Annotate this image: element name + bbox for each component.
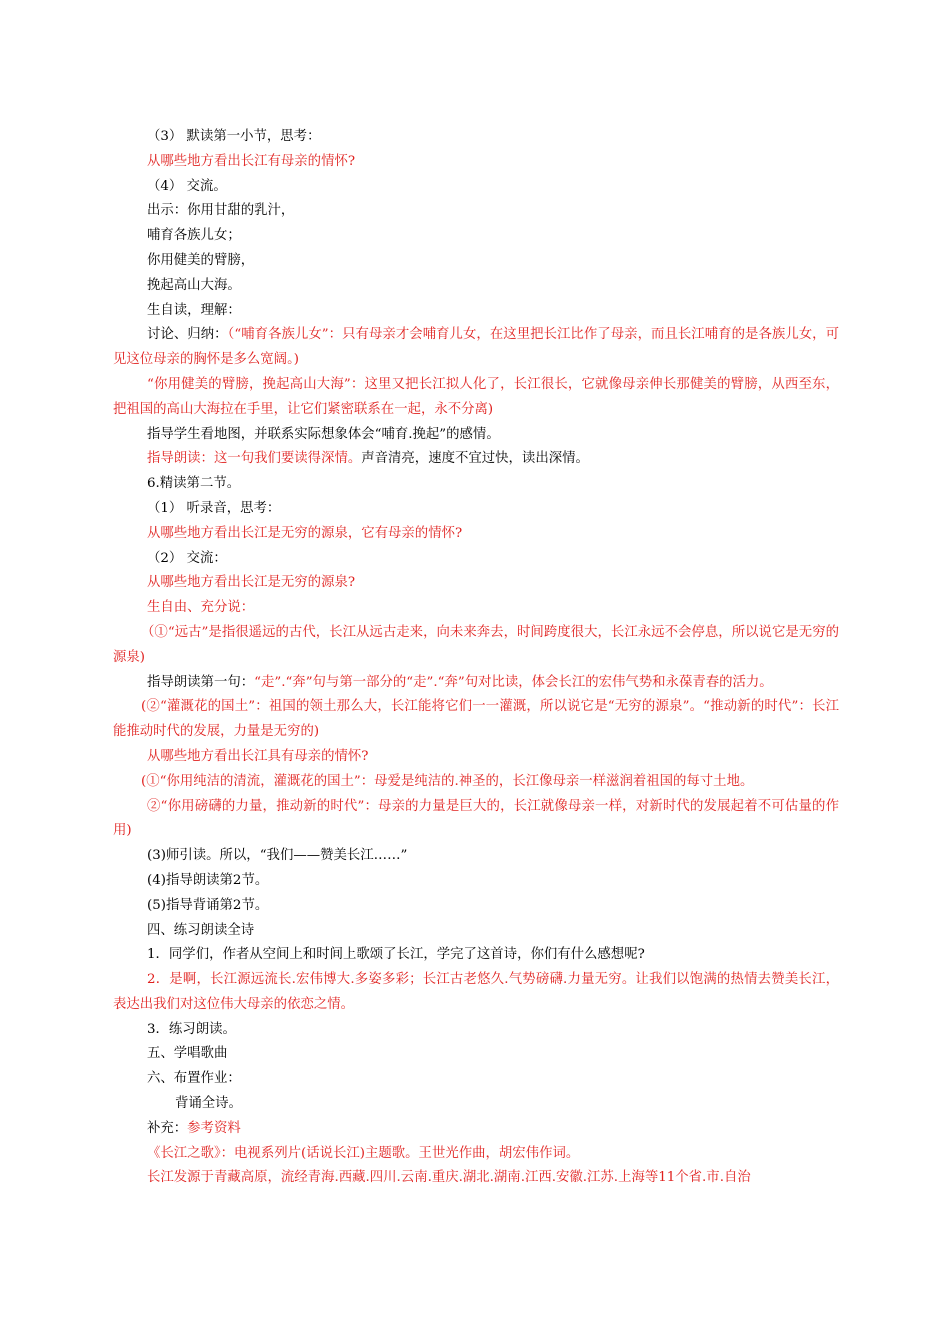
guided-reading-prefix: 指导朗读：这一句我们要读得深情。	[147, 451, 362, 467]
heading-section-6: 六、布置作业：	[147, 1071, 241, 1087]
line-supplement	[113, 1117, 839, 1142]
guided-reading-text: 声音清亮，速度不宜过快，读出深情。	[361, 451, 589, 467]
line-question-1: 从哪些地方看出长江是无穷的源泉，它有母亲的情怀?	[147, 525, 463, 541]
paragraph-irrigate: (②“灌溉花的国土”：祖国的领土那么大，长江能将它们一一灌溉，所以说它是“无穷的源泉”。“推动新的时代”：长江能推动时代的发展，力量是无穷的)	[113, 699, 839, 740]
line-recite-2: (5)指导背诵第2节。	[147, 897, 269, 913]
supplement-text: 参考资料	[187, 1120, 241, 1136]
line-question-2: 从哪些地方看出长江是无穷的源泉?	[147, 575, 356, 591]
line-5: 哺育各族儿女；	[147, 228, 241, 244]
discussion-prefix: 讨论、归纳：	[147, 327, 228, 343]
line-homework: 背诵全诗。	[175, 1096, 242, 1112]
line-1: （3） 默读第一小节，思考：	[147, 129, 321, 144]
paragraph-ancient: （①“远古”是指很遥远的古代，长江从远古走来，向未来奔去，时间跨度很大，长江永远不会停息，所以说它是无穷的源泉)	[113, 624, 839, 665]
line-question-3: 从哪些地方看出长江具有母亲的情怀?	[147, 748, 369, 764]
line-item-3: 3．练习朗读。	[147, 1021, 236, 1037]
paragraph-first-sentence	[113, 671, 839, 696]
line-read-2: (4)指导朗读第2节。	[147, 872, 269, 888]
line-teacher-lead: (3)师引读。所以，“我们——赞美长江……”	[147, 848, 408, 864]
heading-section-4: 四、练习朗读全诗	[147, 922, 255, 938]
paragraph-pure: (①“你用纯洁的清流，灌溉花的国土”：母爱是纯洁的.神圣的，长江像母亲一样滋润着祖国的每寸土地。	[141, 773, 754, 789]
line-guided-reading	[113, 447, 839, 472]
heading-section-5: 五、学唱歌曲	[147, 1046, 228, 1062]
line-2: 从哪些地方看出长江有母亲的情怀?	[147, 153, 356, 169]
line-exchange: （2） 交流：	[147, 550, 227, 566]
discussion-text: （“哺育各族儿女”：只有母亲才会哺育儿女，在这里把长江比作了母亲，而且长江哺育的是各族儿女，可见这位母亲的胸怀是多么宽阔。)	[113, 327, 839, 368]
paragraph-discussion	[113, 323, 839, 373]
supplement-prefix: 补充：	[147, 1120, 188, 1136]
line-yangtze-source: 长江发源于青藏高原，流经青海.西藏.四川.云南.重庆.湖北.湖南.江西.安徽.江苏.上海等11个省.市.自治	[147, 1170, 751, 1186]
line-free-talk: 生自由、充分说：	[147, 600, 255, 616]
line-7: 挽起高山大海。	[147, 277, 241, 293]
line-3: （4） 交流。	[147, 178, 227, 194]
line-listen: （1） 听录音，思考：	[147, 500, 281, 516]
first-sentence-prefix: 指导朗读第一句：	[147, 674, 255, 690]
line-8: 生自读，理解：	[147, 302, 241, 318]
line-4: 出示：你用甘甜的乳汁，	[147, 203, 295, 219]
line-item-1: 1．同学们，作者从空间上和时间上歌颂了长江，学完了这首诗，你们有什么感想呢?	[147, 947, 645, 963]
first-sentence-text: “走”.“奔”句与第一部分的“走”.“奔”句对比读，体会长江的宏伟气势和永葆青春的活力。	[254, 674, 773, 690]
document-page	[113, 125, 839, 1191]
line-song-info: 《长江之歌》：电视系列片(话说长江)主题歌。王世光作曲，胡宏伟作词。	[147, 1145, 580, 1161]
paragraph-item-2: 2．是啊，长江源远流长.宏伟博大.多姿多彩；长江古老悠久.气势磅礴.力量无穷。让我们以饱满的热情去赞美长江，表达出我们对这位伟大母亲的依恋之情。	[113, 972, 839, 1012]
line-map: 指导学生看地图，并联系实际想象体会“哺育.挽起”的感情。	[147, 426, 500, 442]
line-section-6: 6.精读第二节。	[147, 476, 241, 492]
line-6: 你用健美的臂膀，	[147, 252, 255, 268]
paragraph-arm: “你用健美的臂膀，挽起高山大海”：这里又把长江拟人化了，长江很长，它就像母亲伸长那健美的臂膀，从西至东，把祖国的高山大海拉在手里，让它们紧密联系在一起，永不分离)	[113, 376, 839, 417]
paragraph-power: ②“你用磅礴的力量，推动新的时代”：母亲的力量是巨大的，长江就像母亲一样，对新时代的发展起着不可估量的作用)	[113, 798, 839, 839]
